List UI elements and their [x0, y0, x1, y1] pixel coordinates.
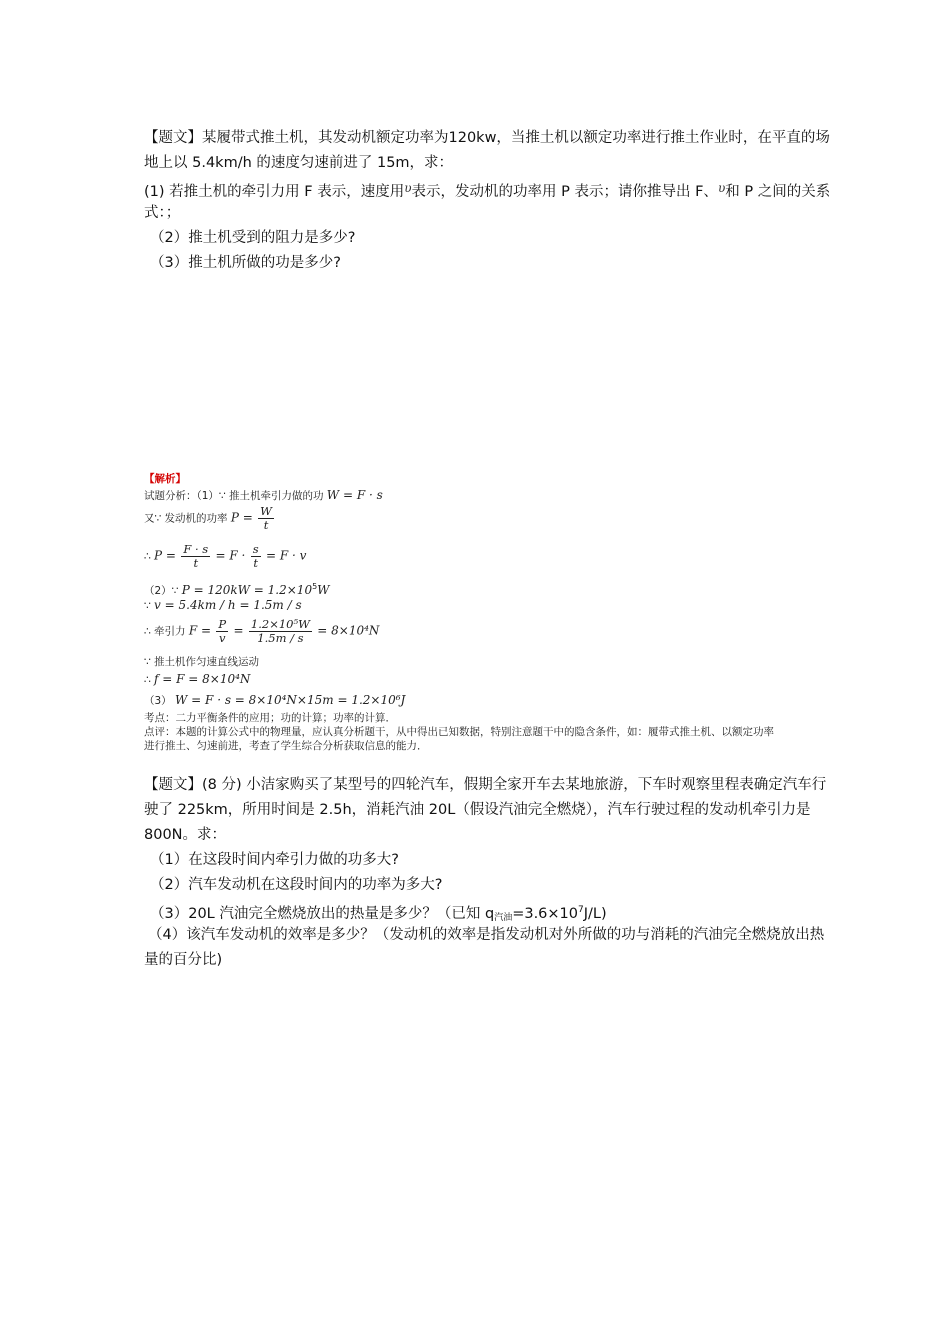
fraction	[216, 618, 228, 645]
analysis-text: ∴ 牵引力	[144, 625, 186, 638]
analysis-keypoint: 考点：二力平衡条件的应用；功的计算；功率的计算．	[144, 712, 396, 724]
denominator: v	[219, 631, 226, 645]
q2-line-1: 【题文】(8 分) 小洁家购买了某型号的四轮汽车，假期全家开车去某地旅游，下车时观察里程表确定汽车行	[144, 777, 827, 793]
analysis-text: （3）	[144, 695, 172, 707]
formula: P = 120kW = 1.2×10	[181, 583, 313, 597]
q1-line-6: （3）推土机所做的功是多少?	[150, 255, 341, 271]
numerator: W	[260, 504, 272, 518]
q1-line-1: 【题文】某履带式推土机，其发动机额定功率为120kw，当推土机以额定功率进行推土作业时，在平直的场	[144, 130, 830, 146]
formula: F =	[188, 623, 212, 638]
q2-line-8: 量的百分比)	[144, 952, 223, 968]
formula: =	[233, 623, 244, 638]
formula: = F ·	[215, 548, 246, 563]
q2-line-6a: （3）20L 汽油完全燃烧放出的热量是多少？（已知 q	[150, 906, 495, 922]
q1-line-3c: 和 P 之间的关系	[725, 184, 831, 200]
q1-line-2: 地上以 5.4km/h 的速度匀速前进了 15m，求：	[144, 155, 454, 171]
q2-line-2: 驶了 225km，所用时间是 2.5h，消耗汽油 20L（假设汽油完全燃烧），汽车行驶过程的发动机牵引力是	[144, 802, 811, 818]
q1-line-3a: (1) 若推土机的牵引力用 F 表示，速度用	[144, 184, 405, 200]
analysis-text: 又∵ 发动机的功率	[144, 512, 228, 525]
because-symbol: ∵	[144, 600, 151, 612]
q1-line-5: （2）推土机受到的阻力是多少?	[150, 230, 356, 246]
analysis-line-3	[144, 543, 306, 570]
q2-line-7: （4）该汽车发动机的效率是多少？（发动机的效率是指发动机对外所做的功与消耗的汽油完全燃烧放出热	[148, 927, 825, 943]
analysis-line-5	[144, 598, 302, 613]
q1-line-3	[144, 178, 830, 202]
denominator: t	[193, 556, 199, 570]
formula: v = 5.4km / h = 1.5m / s	[154, 598, 302, 612]
analysis-line-4	[144, 580, 330, 598]
superscript: 7	[578, 905, 584, 915]
formula: W = F · s = 8×10⁴N×15m = 1.2×10⁶J	[175, 693, 406, 707]
fraction	[258, 505, 274, 532]
q2-line-4: （1）在这段时间内牵引力做的功多大?	[150, 852, 399, 868]
unit: W	[317, 583, 330, 597]
formula: P =	[154, 548, 176, 563]
analysis-text: 试题分析：（1）∵ 推土机牵引力做的功	[144, 490, 324, 502]
subscript: 汽油	[494, 913, 513, 923]
analysis-comment-2: 进行推土、匀速前进，考查了学生综合分析获取信息的能力．	[144, 740, 428, 752]
formula: f = F = 8×10⁴N	[154, 672, 251, 686]
analysis-comment-1: 点评：本题的计算公式中的物理量，应认真分析题干，从中得出已知数据，特别注意题干中的隐含条件，如：履带式推土机、以额定功率	[144, 726, 774, 738]
q2-line-6	[150, 900, 607, 928]
numerator: 1.2×10⁵W	[250, 617, 310, 631]
formula: W = F · s	[326, 488, 383, 502]
analysis-line-9	[144, 693, 405, 708]
analysis-line-6	[144, 618, 379, 645]
q2-line-5: （2）汽车发动机在这段时间内的功率为多大?	[150, 877, 443, 893]
velocity-symbol: υ	[404, 181, 412, 195]
velocity-symbol-2: υ	[717, 181, 726, 195]
fraction	[249, 618, 312, 645]
formula: P =	[230, 510, 253, 525]
fraction	[181, 543, 210, 570]
formula: = F · v	[265, 548, 307, 563]
analysis-tag: 【解析】	[144, 473, 186, 485]
analysis-line-1	[144, 488, 383, 503]
denominator: 1.5m / s	[257, 631, 304, 645]
denominator: t	[253, 556, 258, 570]
formula: = 8×10⁴N	[317, 623, 380, 638]
exponent: 5	[312, 582, 318, 591]
q2-line-6b: =3.6×10	[512, 906, 579, 922]
analysis-line-7: ∵ 推土机作匀速直线运动	[144, 656, 260, 668]
q1-line-4: 式：；	[144, 205, 181, 221]
q2-line-3: 800N。求：	[144, 827, 227, 843]
analysis-line-2	[144, 505, 276, 532]
therefore-symbol: ∴	[144, 550, 151, 563]
therefore-symbol: ∴	[144, 674, 151, 686]
fraction	[251, 543, 261, 570]
analysis-line-8	[144, 672, 250, 687]
numerator: s	[252, 542, 259, 556]
numerator: F · s	[183, 542, 209, 556]
numerator: P	[218, 617, 227, 631]
analysis-text: （2）∵	[144, 585, 179, 597]
q2-line-6c: J/L)	[583, 906, 607, 922]
denominator: t	[263, 518, 269, 532]
q1-line-3b: 表示，发动机的功率用 P 表示；请你推导出 F、	[411, 184, 718, 200]
